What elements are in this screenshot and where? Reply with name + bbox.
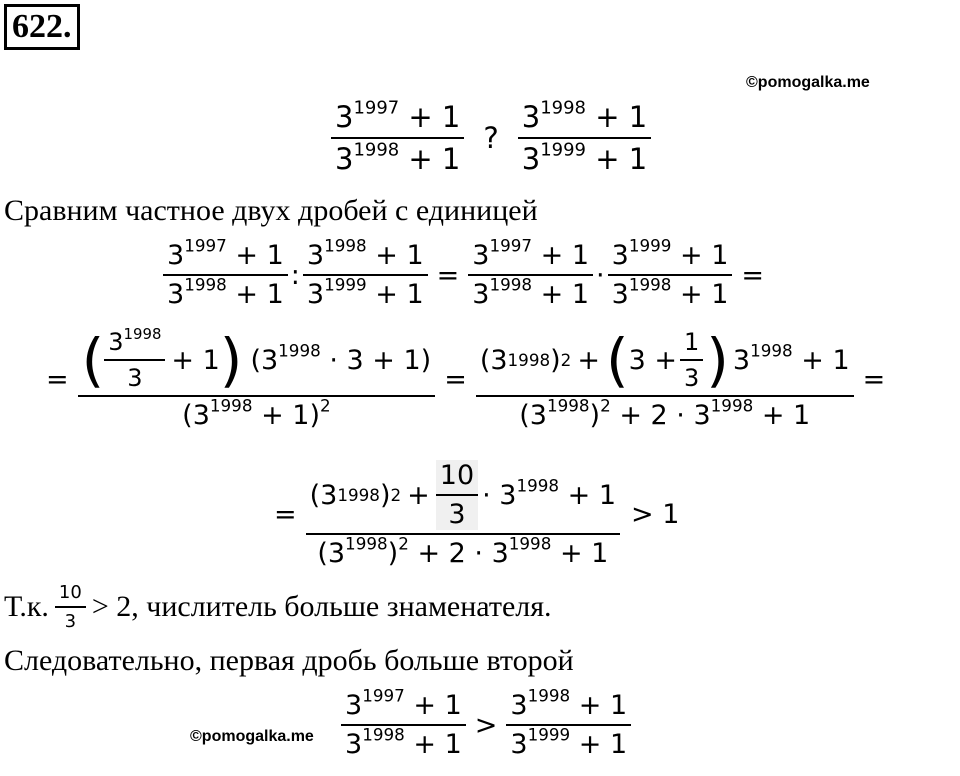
watermark-bottom: ©pomogalka.me (190, 728, 314, 745)
fraction-b: $\frac{3^{1998} + 1}{3^{1999} + 1}$ (518, 100, 651, 176)
final-ratio-expression: = (3 1998 ) 2 + $\frac{10}{3}$ · $3^{1998} + 1$ $(3^{1998})^2 + 2 \cdot 3^{1998} + 1$ > 1 (274, 460, 680, 569)
text-compare-quotient: Сравним частное двух дробей с единицей (4, 194, 538, 227)
final-comparison: $\frac{3^{1997} + 1}{3^{1998} + 1}$ > $\frac{3^{1998} + 1}{3^{1999} + 1}$ (338, 690, 634, 760)
task-number: 622. (4, 4, 80, 50)
transform-expression: = ( $\frac{3^{1998}}{3}$ + 1 ) $(3^{1998} \cdot 3 + 1)$ $(3^{1998} + 1)^2$ = (3 1998 ) 2 + ( 3 + $\frac{1}{3}$ ) $3^{1998} + 1$ $(3^{1998})^2 + 2 \cdot 3^{1998} + 1$ = (46, 324, 886, 431)
text-conclusion: Следовательно, первая дробь больше второй (4, 644, 574, 677)
text-since: Т.к. $\frac{10}{3}$ > 2, числитель больше знаменателя. (4, 582, 552, 632)
watermark-top: ©pomogalka.me (746, 74, 870, 91)
transform-fraction-left: ( $\frac{3^{1998}}{3}$ + 1 ) $(3^{1998} \cdot 3 + 1)$ $(3^{1998} + 1)^2$ (78, 328, 436, 431)
transform-fraction-right: (3 1998 ) 2 + ( 3 + $\frac{1}{3}$ ) $3^{1998} + 1$ $(3^{1998})^2 + 2 \cdot 3^{1998} + 1$ (476, 328, 854, 431)
comparison-expression (328, 97, 654, 176)
fraction-a: $\frac{3^{1997} + 1}{3^{1998} + 1}$ (331, 100, 464, 176)
question-mark: ? (483, 121, 499, 155)
quotient-expression: $\frac{3^{1997} + 1}{3^{1998} + 1}$ : $\frac{3^{1998} + 1}{3^{1999} + 1}$ = $\frac{3^{1997} + 1}{3^{1998} + 1}$ · $\frac{3^{1999} + 1}{3^{1998} + 1}$ = (160, 240, 770, 310)
